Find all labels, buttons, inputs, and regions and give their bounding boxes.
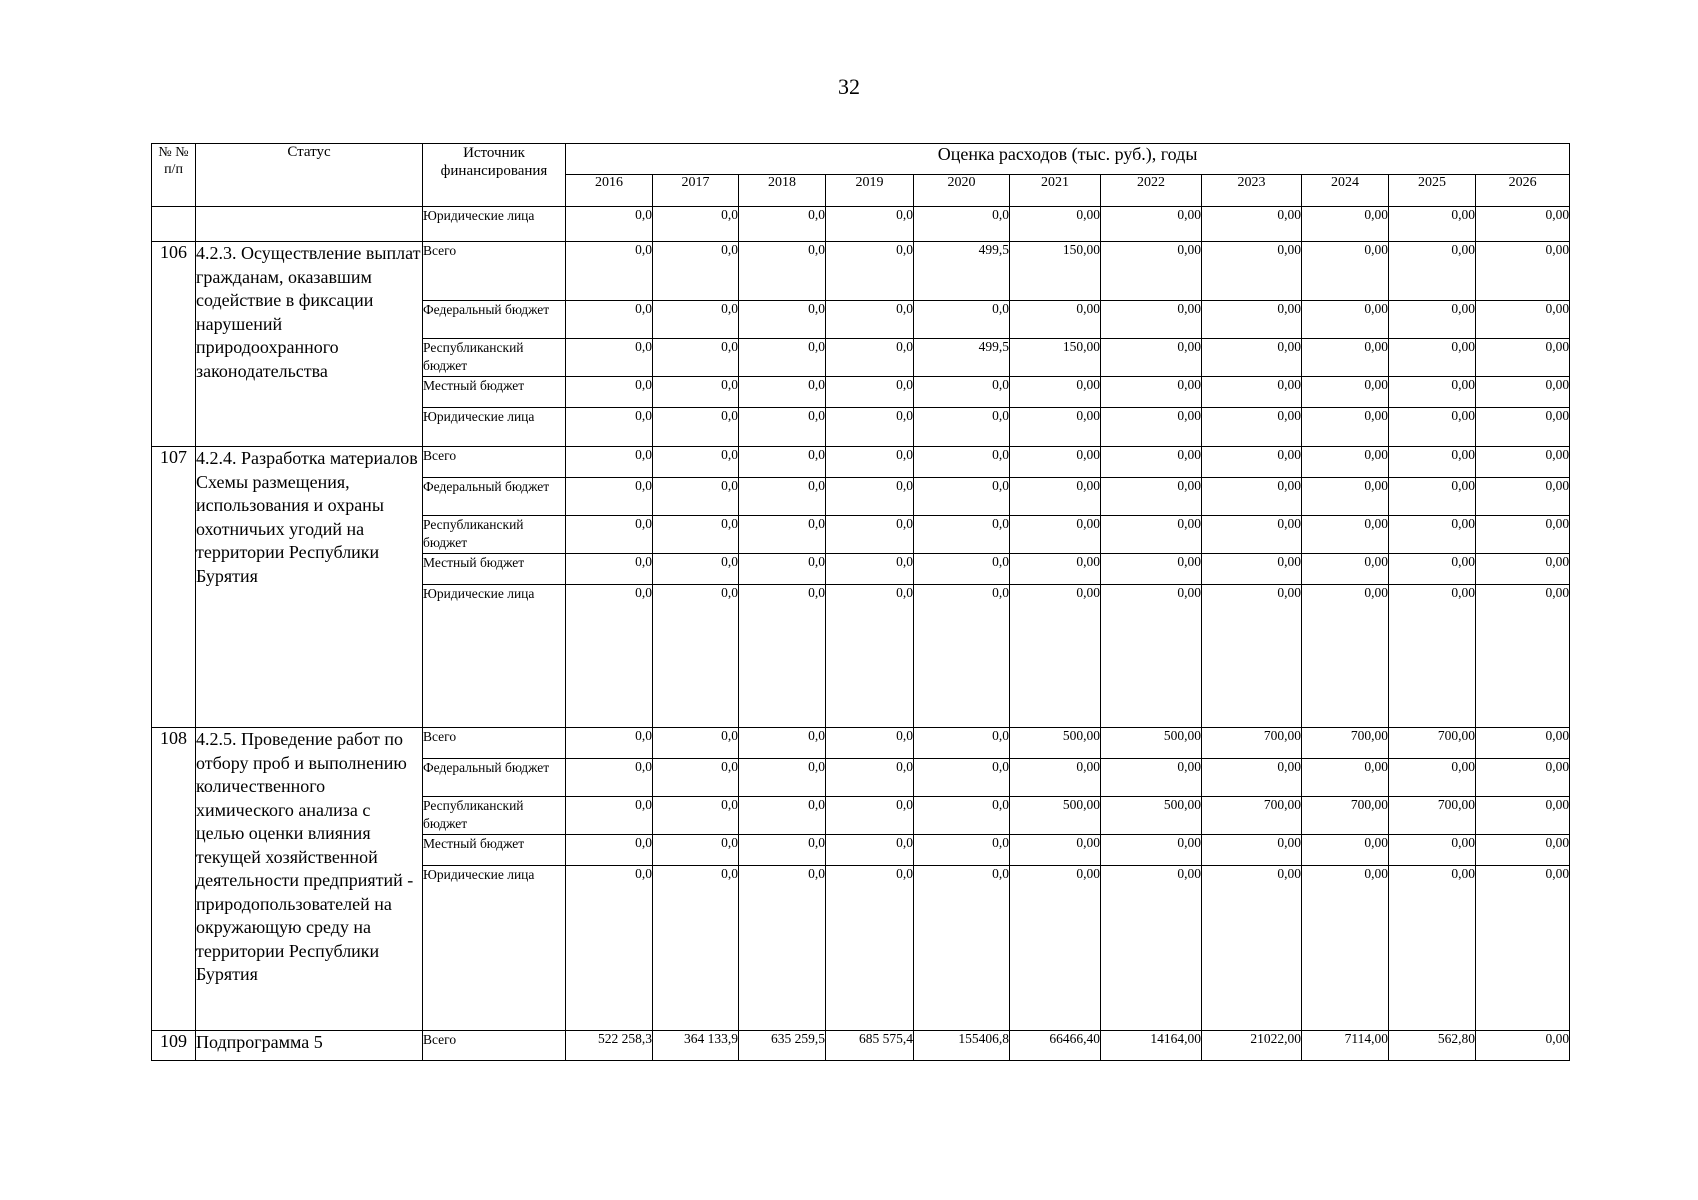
value-cell-2021: 66466,40: [1010, 1031, 1101, 1061]
value-cell-2017: 0,0: [653, 554, 739, 585]
value-cell-2019: 0,0: [826, 516, 914, 554]
value-cell-2025: 0,00: [1389, 516, 1476, 554]
value-cell-2023: 0,00: [1202, 301, 1302, 339]
funding-source: Всего: [423, 447, 566, 478]
value-cell-2020: 499,5: [914, 339, 1010, 377]
value-cell-2016: 522 258,3: [566, 1031, 653, 1061]
value-cell-2016: 0,0: [566, 408, 653, 447]
value-cell-2016: 0,0: [566, 835, 653, 866]
funding-source: Федеральный бюджет: [423, 301, 566, 339]
value-cell-2022: 0,00: [1101, 242, 1202, 301]
value-cell-2022: 0,00: [1101, 207, 1202, 242]
value-cell-2017: 0,0: [653, 447, 739, 478]
value-cell-2020: 499,5: [914, 242, 1010, 301]
value-cell-2017: 364 133,9: [653, 1031, 739, 1061]
value-cell-2022: 0,00: [1101, 585, 1202, 728]
value-cell-2024: 7114,00: [1302, 1031, 1389, 1061]
value-cell-2021: 500,00: [1010, 797, 1101, 835]
value-cell-2018: 0,0: [739, 516, 826, 554]
value-cell-2025: 0,00: [1389, 301, 1476, 339]
funding-source: Местный бюджет: [423, 835, 566, 866]
header-year-2021: 2021: [1010, 175, 1101, 207]
value-cell-2018: 0,0: [739, 728, 826, 759]
value-cell-2025: 0,00: [1389, 478, 1476, 516]
value-cell-2021: 0,00: [1010, 478, 1101, 516]
value-cell-2021: 0,00: [1010, 554, 1101, 585]
value-cell-2024: 0,00: [1302, 866, 1389, 1031]
value-cell-2024: 0,00: [1302, 408, 1389, 447]
value-cell-2021: 150,00: [1010, 242, 1101, 301]
value-cell-2016: 0,0: [566, 797, 653, 835]
row-number: 108: [152, 728, 196, 1031]
value-cell-2026: 0,00: [1476, 478, 1570, 516]
value-cell-2023: 0,00: [1202, 207, 1302, 242]
value-cell-2020: 0,0: [914, 835, 1010, 866]
value-cell-2017: 0,0: [653, 728, 739, 759]
value-cell-2018: 0,0: [739, 759, 826, 797]
value-cell-2026: 0,00: [1476, 408, 1570, 447]
measure-name: [196, 207, 423, 242]
value-cell-2016: 0,0: [566, 759, 653, 797]
header-year-2017: 2017: [653, 175, 739, 207]
value-cell-2019: 0,0: [826, 242, 914, 301]
value-cell-2025: 700,00: [1389, 797, 1476, 835]
value-cell-2019: 0,0: [826, 408, 914, 447]
value-cell-2026: 0,00: [1476, 377, 1570, 408]
funding-source: Всего: [423, 242, 566, 301]
value-cell-2022: 0,00: [1101, 408, 1202, 447]
value-cell-2016: 0,0: [566, 207, 653, 242]
value-cell-2016: 0,0: [566, 447, 653, 478]
value-cell-2025: 0,00: [1389, 554, 1476, 585]
value-cell-2017: 0,0: [653, 797, 739, 835]
value-cell-2023: 0,00: [1202, 516, 1302, 554]
value-cell-2026: 0,00: [1476, 554, 1570, 585]
value-cell-2022: 0,00: [1101, 516, 1202, 554]
value-cell-2018: 0,0: [739, 408, 826, 447]
value-cell-2017: 0,0: [653, 585, 739, 728]
funding-source: Федеральный бюджет: [423, 759, 566, 797]
funding-source: Федеральный бюджет: [423, 478, 566, 516]
value-cell-2023: 0,00: [1202, 835, 1302, 866]
value-cell-2020: 0,0: [914, 516, 1010, 554]
header-year-2019: 2019: [826, 175, 914, 207]
value-cell-2023: 21022,00: [1202, 1031, 1302, 1061]
value-cell-2019: 0,0: [826, 339, 914, 377]
value-cell-2019: 0,0: [826, 759, 914, 797]
measure-name: Подпрограмма 5: [196, 1031, 423, 1061]
funding-source: Республиканский бюджет: [423, 339, 566, 377]
value-cell-2018: 0,0: [739, 242, 826, 301]
value-cell-2020: 0,0: [914, 377, 1010, 408]
value-cell-2024: 700,00: [1302, 797, 1389, 835]
value-cell-2020: 0,0: [914, 207, 1010, 242]
value-cell-2024: 0,00: [1302, 554, 1389, 585]
value-cell-2021: 0,00: [1010, 516, 1101, 554]
value-cell-2016: 0,0: [566, 554, 653, 585]
value-cell-2016: 0,0: [566, 516, 653, 554]
value-cell-2024: 0,00: [1302, 339, 1389, 377]
value-cell-2017: 0,0: [653, 242, 739, 301]
value-cell-2023: 0,00: [1202, 478, 1302, 516]
value-cell-2023: 0,00: [1202, 866, 1302, 1031]
value-cell-2018: 0,0: [739, 301, 826, 339]
value-cell-2020: 155406,8: [914, 1031, 1010, 1061]
value-cell-2019: 0,0: [826, 797, 914, 835]
value-cell-2026: 0,00: [1476, 447, 1570, 478]
value-cell-2018: 0,0: [739, 207, 826, 242]
value-cell-2019: 0,0: [826, 835, 914, 866]
value-cell-2024: 0,00: [1302, 478, 1389, 516]
value-cell-2021: 0,00: [1010, 585, 1101, 728]
value-cell-2026: 0,00: [1476, 339, 1570, 377]
value-cell-2026: 0,00: [1476, 728, 1570, 759]
header-funding-source: Источник финансирования: [423, 144, 566, 207]
value-cell-2026: 0,00: [1476, 866, 1570, 1031]
value-cell-2020: 0,0: [914, 478, 1010, 516]
value-cell-2025: 0,00: [1389, 447, 1476, 478]
value-cell-2023: 0,00: [1202, 377, 1302, 408]
value-cell-2022: 0,00: [1101, 478, 1202, 516]
value-cell-2022: 500,00: [1101, 797, 1202, 835]
value-cell-2019: 0,0: [826, 377, 914, 408]
value-cell-2026: 0,00: [1476, 516, 1570, 554]
value-cell-2017: 0,0: [653, 516, 739, 554]
value-cell-2024: 700,00: [1302, 728, 1389, 759]
value-cell-2024: 0,00: [1302, 447, 1389, 478]
value-cell-2019: 0,0: [826, 585, 914, 728]
value-cell-2020: 0,0: [914, 301, 1010, 339]
header-year-2018: 2018: [739, 175, 826, 207]
value-cell-2018: 0,0: [739, 377, 826, 408]
funding-source: Республиканский бюджет: [423, 516, 566, 554]
value-cell-2021: 0,00: [1010, 447, 1101, 478]
value-cell-2023: 0,00: [1202, 242, 1302, 301]
value-cell-2018: 0,0: [739, 339, 826, 377]
value-cell-2025: 700,00: [1389, 728, 1476, 759]
value-cell-2020: 0,0: [914, 759, 1010, 797]
funding-source: Местный бюджет: [423, 554, 566, 585]
value-cell-2026: 0,00: [1476, 301, 1570, 339]
expenditure-table: [151, 143, 1570, 1061]
table-row: [152, 728, 1570, 759]
value-cell-2019: 0,0: [826, 478, 914, 516]
value-cell-2019: 0,0: [826, 207, 914, 242]
value-cell-2024: 0,00: [1302, 585, 1389, 728]
value-cell-2018: 0,0: [739, 866, 826, 1031]
value-cell-2023: 0,00: [1202, 585, 1302, 728]
value-cell-2021: 0,00: [1010, 835, 1101, 866]
table-row: [152, 1031, 1570, 1061]
value-cell-2017: 0,0: [653, 835, 739, 866]
row-number: 106: [152, 242, 196, 447]
value-cell-2017: 0,0: [653, 301, 739, 339]
value-cell-2024: 0,00: [1302, 516, 1389, 554]
value-cell-2025: 0,00: [1389, 377, 1476, 408]
value-cell-2016: 0,0: [566, 242, 653, 301]
row-number: [152, 207, 196, 242]
table-row: [152, 447, 1570, 478]
value-cell-2022: 0,00: [1101, 759, 1202, 797]
value-cell-2017: 0,0: [653, 478, 739, 516]
value-cell-2023: 700,00: [1202, 797, 1302, 835]
funding-source: Республиканский бюджет: [423, 797, 566, 835]
value-cell-2021: 0,00: [1010, 207, 1101, 242]
value-cell-2024: 0,00: [1302, 242, 1389, 301]
value-cell-2019: 0,0: [826, 728, 914, 759]
value-cell-2024: 0,00: [1302, 759, 1389, 797]
value-cell-2021: 0,00: [1010, 377, 1101, 408]
header-year-2016: 2016: [566, 175, 653, 207]
value-cell-2016: 0,0: [566, 866, 653, 1031]
value-cell-2019: 0,0: [826, 447, 914, 478]
value-cell-2016: 0,0: [566, 728, 653, 759]
header-year-2023: 2023: [1202, 175, 1302, 207]
value-cell-2017: 0,0: [653, 759, 739, 797]
row-number: 107: [152, 447, 196, 728]
value-cell-2025: 0,00: [1389, 866, 1476, 1031]
value-cell-2018: 0,0: [739, 585, 826, 728]
value-cell-2017: 0,0: [653, 866, 739, 1031]
value-cell-2022: 0,00: [1101, 866, 1202, 1031]
value-cell-2021: 0,00: [1010, 866, 1101, 1031]
value-cell-2016: 0,0: [566, 377, 653, 408]
value-cell-2024: 0,00: [1302, 835, 1389, 866]
value-cell-2019: 0,0: [826, 301, 914, 339]
value-cell-2025: 0,00: [1389, 408, 1476, 447]
value-cell-2020: 0,0: [914, 866, 1010, 1031]
value-cell-2022: 0,00: [1101, 377, 1202, 408]
funding-source: Юридические лица: [423, 207, 566, 242]
funding-source: Всего: [423, 728, 566, 759]
header-year-2026: 2026: [1476, 175, 1570, 207]
value-cell-2022: 0,00: [1101, 447, 1202, 478]
value-cell-2025: 0,00: [1389, 339, 1476, 377]
value-cell-2018: 0,0: [739, 797, 826, 835]
value-cell-2025: 0,00: [1389, 835, 1476, 866]
measure-name: 4.2.3. Осуществление выплат гражданам, оказавшим содействие в фиксации нарушений природоохранного законодательства: [196, 242, 423, 447]
value-cell-2017: 0,0: [653, 377, 739, 408]
value-cell-2020: 0,0: [914, 797, 1010, 835]
measure-name: 4.2.5. Проведение работ по отбору проб и выполнению количественного химического анализа с целью оценки влияния текущей хозяйственной деятельности предприятий - природопользователей на окружающую среду на территории Республики Бурятия: [196, 728, 423, 1031]
value-cell-2020: 0,0: [914, 728, 1010, 759]
value-cell-2022: 0,00: [1101, 339, 1202, 377]
value-cell-2026: 0,00: [1476, 835, 1570, 866]
value-cell-2026: 0,00: [1476, 797, 1570, 835]
table-row: [152, 207, 1570, 242]
value-cell-2022: 0,00: [1101, 554, 1202, 585]
value-cell-2020: 0,0: [914, 408, 1010, 447]
header-status: Статус: [196, 144, 423, 207]
value-cell-2025: 0,00: [1389, 207, 1476, 242]
value-cell-2023: 0,00: [1202, 554, 1302, 585]
table-body: [152, 207, 1570, 1061]
funding-source: Всего: [423, 1031, 566, 1061]
value-cell-2025: 562,80: [1389, 1031, 1476, 1061]
value-cell-2022: 14164,00: [1101, 1031, 1202, 1061]
value-cell-2020: 0,0: [914, 554, 1010, 585]
value-cell-2019: 685 575,4: [826, 1031, 914, 1061]
value-cell-2023: 0,00: [1202, 339, 1302, 377]
funding-source: Юридические лица: [423, 408, 566, 447]
value-cell-2024: 0,00: [1302, 207, 1389, 242]
value-cell-2016: 0,0: [566, 478, 653, 516]
value-cell-2019: 0,0: [826, 554, 914, 585]
value-cell-2022: 500,00: [1101, 728, 1202, 759]
header-row-number: № № п/п: [152, 144, 196, 207]
value-cell-2023: 0,00: [1202, 447, 1302, 478]
value-cell-2022: 0,00: [1101, 301, 1202, 339]
value-cell-2016: 0,0: [566, 585, 653, 728]
value-cell-2019: 0,0: [826, 866, 914, 1031]
value-cell-2025: 0,00: [1389, 242, 1476, 301]
value-cell-2021: 0,00: [1010, 408, 1101, 447]
page-number: 32: [838, 74, 860, 99]
value-cell-2023: 0,00: [1202, 759, 1302, 797]
value-cell-2022: 0,00: [1101, 835, 1202, 866]
value-cell-2021: 150,00: [1010, 339, 1101, 377]
funding-source: Местный бюджет: [423, 377, 566, 408]
value-cell-2020: 0,0: [914, 447, 1010, 478]
value-cell-2026: 0,00: [1476, 1031, 1570, 1061]
value-cell-2018: 0,0: [739, 478, 826, 516]
value-cell-2026: 0,00: [1476, 585, 1570, 728]
value-cell-2017: 0,0: [653, 408, 739, 447]
value-cell-2018: 0,0: [739, 554, 826, 585]
measure-name: 4.2.4. Разработка материалов Схемы размещения, использования и охраны охотничьих угодий на территории Республики Бурятия: [196, 447, 423, 728]
header-year-2022: 2022: [1101, 175, 1202, 207]
value-cell-2026: 0,00: [1476, 759, 1570, 797]
value-cell-2016: 0,0: [566, 301, 653, 339]
value-cell-2018: 635 259,5: [739, 1031, 826, 1061]
value-cell-2025: 0,00: [1389, 585, 1476, 728]
value-cell-2025: 0,00: [1389, 759, 1476, 797]
header-year-2025: 2025: [1389, 175, 1476, 207]
funding-source: Юридические лица: [423, 585, 566, 728]
value-cell-2023: 700,00: [1202, 728, 1302, 759]
value-cell-2024: 0,00: [1302, 377, 1389, 408]
value-cell-2021: 0,00: [1010, 301, 1101, 339]
value-cell-2026: 0,00: [1476, 242, 1570, 301]
value-cell-2018: 0,0: [739, 835, 826, 866]
value-cell-2026: 0,00: [1476, 207, 1570, 242]
funding-source: Юридические лица: [423, 866, 566, 1031]
value-cell-2017: 0,0: [653, 339, 739, 377]
value-cell-2020: 0,0: [914, 585, 1010, 728]
value-cell-2021: 0,00: [1010, 759, 1101, 797]
value-cell-2018: 0,0: [739, 447, 826, 478]
value-cell-2023: 0,00: [1202, 408, 1302, 447]
value-cell-2024: 0,00: [1302, 301, 1389, 339]
table-row: [152, 242, 1570, 301]
header-year-2020: 2020: [914, 175, 1010, 207]
value-cell-2021: 500,00: [1010, 728, 1101, 759]
header-year-2024: 2024: [1302, 175, 1389, 207]
value-cell-2016: 0,0: [566, 339, 653, 377]
header-expenditure-estimate: Оценка расходов (тыс. руб.), годы: [566, 144, 1570, 175]
value-cell-2017: 0,0: [653, 207, 739, 242]
row-number: 109: [152, 1031, 196, 1061]
